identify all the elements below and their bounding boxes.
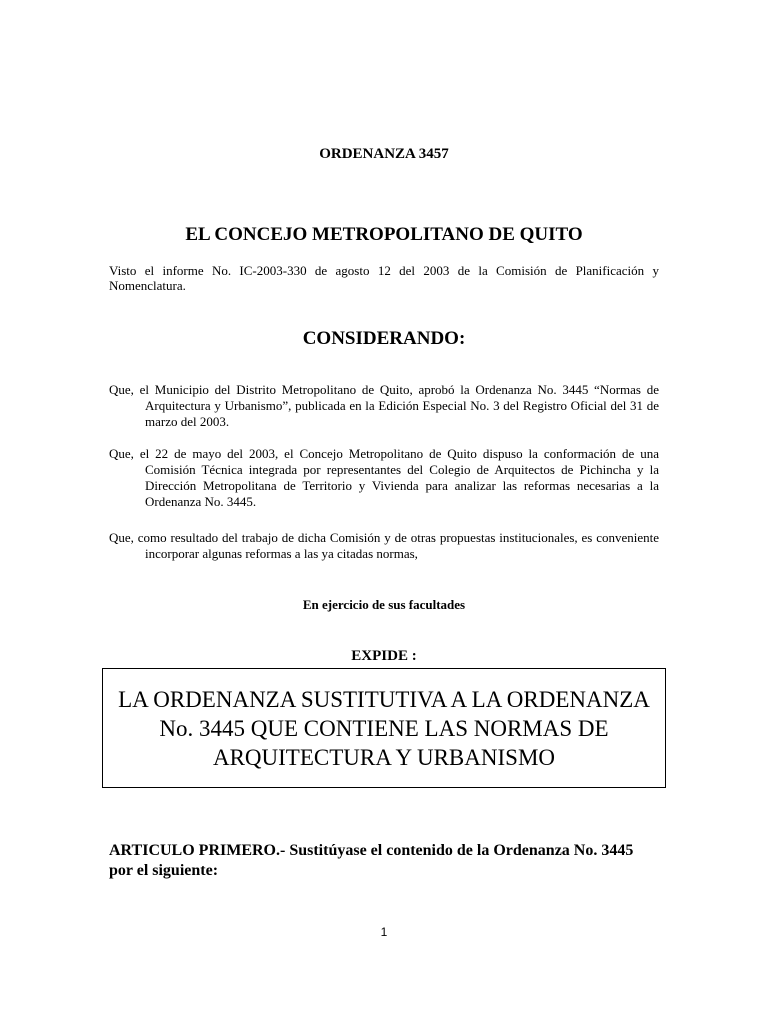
ordinance-number-title: ORDENANZA 3457 bbox=[319, 146, 449, 162]
page-number: 1 bbox=[380, 925, 388, 939]
consideration-paragraph: Que, como resultado del trabajo de dicha Comisión y de otras propuestas institucionales, es conveniente incorporar algunas reformas a las ya citadas normas, bbox=[109, 530, 659, 561]
consideration-paragraph: Que, el Municipio del Distrito Metropolitano de Quito, aprobó la Ordenanza No. 3445 “Normas de Arquitectura y Urbanismo”, publicada en la Edición Especial No. 3 del Registro Oficial del 31 de marzo del 2003. bbox=[109, 382, 659, 429]
consideration-paragraph: Que, el 22 de mayo del 2003, el Concejo Metropolitano de Quito dispuso la conformación de una Comisión Técnica integrada por representantes del Colegio de Arquitectos de Pichincha y la Dirección Metropolitana de Territorio y Vivienda para analizar las reformas necesarias a la Ordenanza No. 3445. bbox=[109, 446, 659, 509]
expide-heading: EXPIDE : bbox=[351, 648, 417, 664]
boxed-title: LA ORDENANZA SUSTITUTIVA A LA ORDENANZA No. 3445 QUE CONTIENE LAS NORMAS DE ARQUITECTURA Y URBANISMO bbox=[118, 686, 650, 770]
faculties-line: En ejercicio de sus facultades bbox=[302, 597, 466, 612]
article-text: Sustitúyase el contenido de la Ordenanza No. 3445 por el siguiente: bbox=[109, 842, 634, 879]
considerando-heading: CONSIDERANDO: bbox=[302, 328, 466, 349]
visto-paragraph: Visto el informe No. IC-2003-330 de agosto 12 del 2003 de la Comisión de Planificación y Nomenclatura. bbox=[109, 263, 659, 293]
article-first bbox=[109, 841, 649, 881]
article-label: ARTICULO PRIMERO.- bbox=[109, 842, 286, 859]
boxed-title-frame bbox=[102, 668, 666, 788]
council-title: EL CONCEJO METROPOLITANO DE QUITO bbox=[185, 224, 583, 245]
